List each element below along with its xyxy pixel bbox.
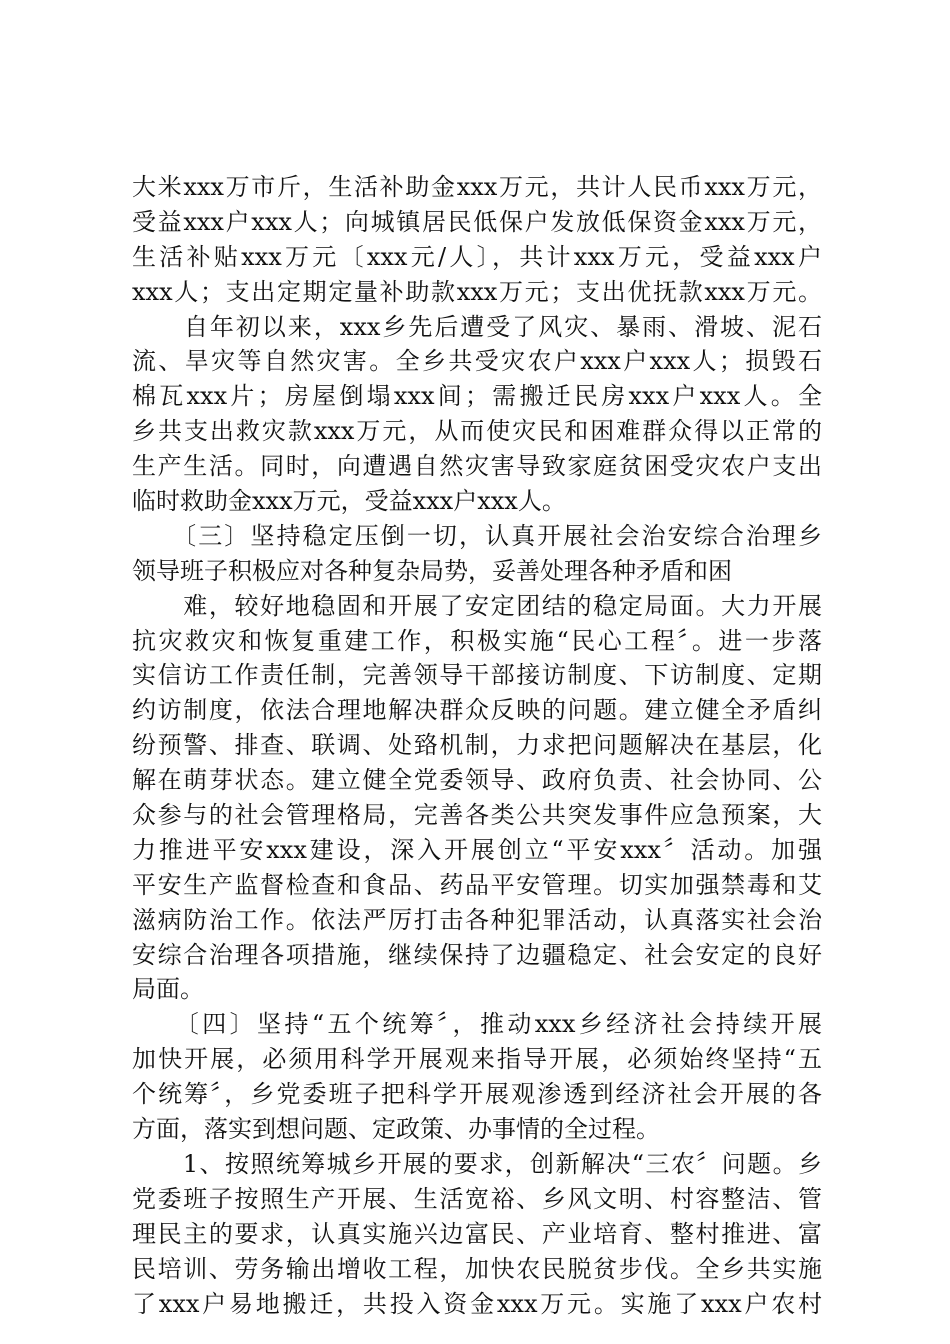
body-line: 解在萌芽状态。建立健全党委领导、政府负责、社会协同、公 xyxy=(132,766,822,795)
body-line: 临时救助金xxx万元，受益xxx户xxx人。 xyxy=(132,487,566,516)
body-line: 了xxx户易地搬迁，共投入资金xxx万元。实施了xxx户农村 xyxy=(132,1289,822,1318)
body-line: 加快开展，必须用科学开展观来指导开展，必须始终坚持“五 xyxy=(132,1045,822,1074)
body-line: 生产生活。同时，向遭遇自然灾害导致家庭贫困受灾农户支出 xyxy=(132,452,822,481)
body-line: 乡共支出救灾款xxx万元，从而使灾民和困难群众得以正常的 xyxy=(132,417,822,446)
body-line: 平安生产监督检查和食品、药品平安管理。切实加强禁毒和艾 xyxy=(132,870,822,899)
section-heading-line: 〔四〕坚持“五个统筹〞，推动xxx乡经济社会持续开展 xyxy=(132,1010,822,1039)
document-body xyxy=(132,170,822,1321)
body-line: 滋病防治工作。依法严厉打击各种犯罪活动，认真落实社会治 xyxy=(132,905,822,934)
body-line: 约访制度，依法合理地解决群众反映的问题。建立健全矛盾纠 xyxy=(132,696,822,725)
body-line: 实信访工作责任制，完善领导干部接访制度、下访制度、定期 xyxy=(132,661,822,690)
body-line: 局面。 xyxy=(132,975,204,1004)
body-line: 安综合治理各项措施，继续保持了边疆稳定、社会安定的良好 xyxy=(132,940,822,969)
body-line: 理民主的要求，认真实施兴边富民、产业培育、整村推进、富 xyxy=(132,1219,822,1248)
body-line: 生活补贴xxx万元〔xxx元/人〕，共计xxx万元，受益xxx户 xyxy=(132,242,822,271)
body-line: 自年初以来，xxx乡先后遭受了风灾、暴雨、滑坡、泥石 xyxy=(132,312,822,341)
subsection-heading-line: 1、按照统筹城乡开展的要求，创新解决“三农〞问题。乡 xyxy=(132,1149,822,1178)
section-heading-line: 领导班子积极应对各种复杂局势，妥善处理各种矛盾和困 xyxy=(132,556,732,585)
body-line: 党委班子按照生产开展、生活宽裕、乡风文明、村容整洁、管 xyxy=(132,1184,822,1213)
body-line: 众参与的社会管理格局，完善各类公共突发事件应急预案，大 xyxy=(132,801,822,830)
body-line: 流、旱灾等自然灾害。全乡共受灾农户xxx户xxx人；损毁石 xyxy=(132,347,822,376)
body-line: 受益xxx户xxx人；向城镇居民低保户发放低保资金xxx万元， xyxy=(132,207,822,236)
body-line: 个统筹〞，乡党委班子把科学开展观渗透到经济社会开展的各 xyxy=(132,1080,822,1109)
body-line: 难，较好地稳固和开展了安定团结的稳定局面。大力开展 xyxy=(132,591,822,620)
body-line: 大米xxx万市斤，生活补助金xxx万元，共计人民币xxx万元， xyxy=(132,173,822,201)
body-line: 棉瓦xxx片；房屋倒塌xxx间；需搬迁民房xxx户xxx人。全 xyxy=(132,382,822,411)
section-heading-line: 〔三〕坚持稳定压倒一切，认真开展社会治安综合治理乡 xyxy=(132,521,822,550)
body-line: 民培训、劳务输出增收工程，加快农民脱贫步伐。全乡共实施 xyxy=(132,1254,822,1283)
body-line: 方面，落实到想问题、定政策、办事情的全过程。 xyxy=(132,1115,660,1144)
body-line: 抗灾救灾和恢复重建工作，积极实施“民心工程〞。进一步落 xyxy=(132,626,822,655)
body-line: 纷预警、排查、联调、处臵机制，力求把问题解决在基层，化 xyxy=(132,731,822,760)
body-line: 力推进平安xxx建设，深入开展创立“平安xxx〞活动。加强 xyxy=(132,835,822,864)
body-line: xxx人；支出定期定量补助款xxx万元；支出优抚款xxx万元。 xyxy=(132,277,822,306)
